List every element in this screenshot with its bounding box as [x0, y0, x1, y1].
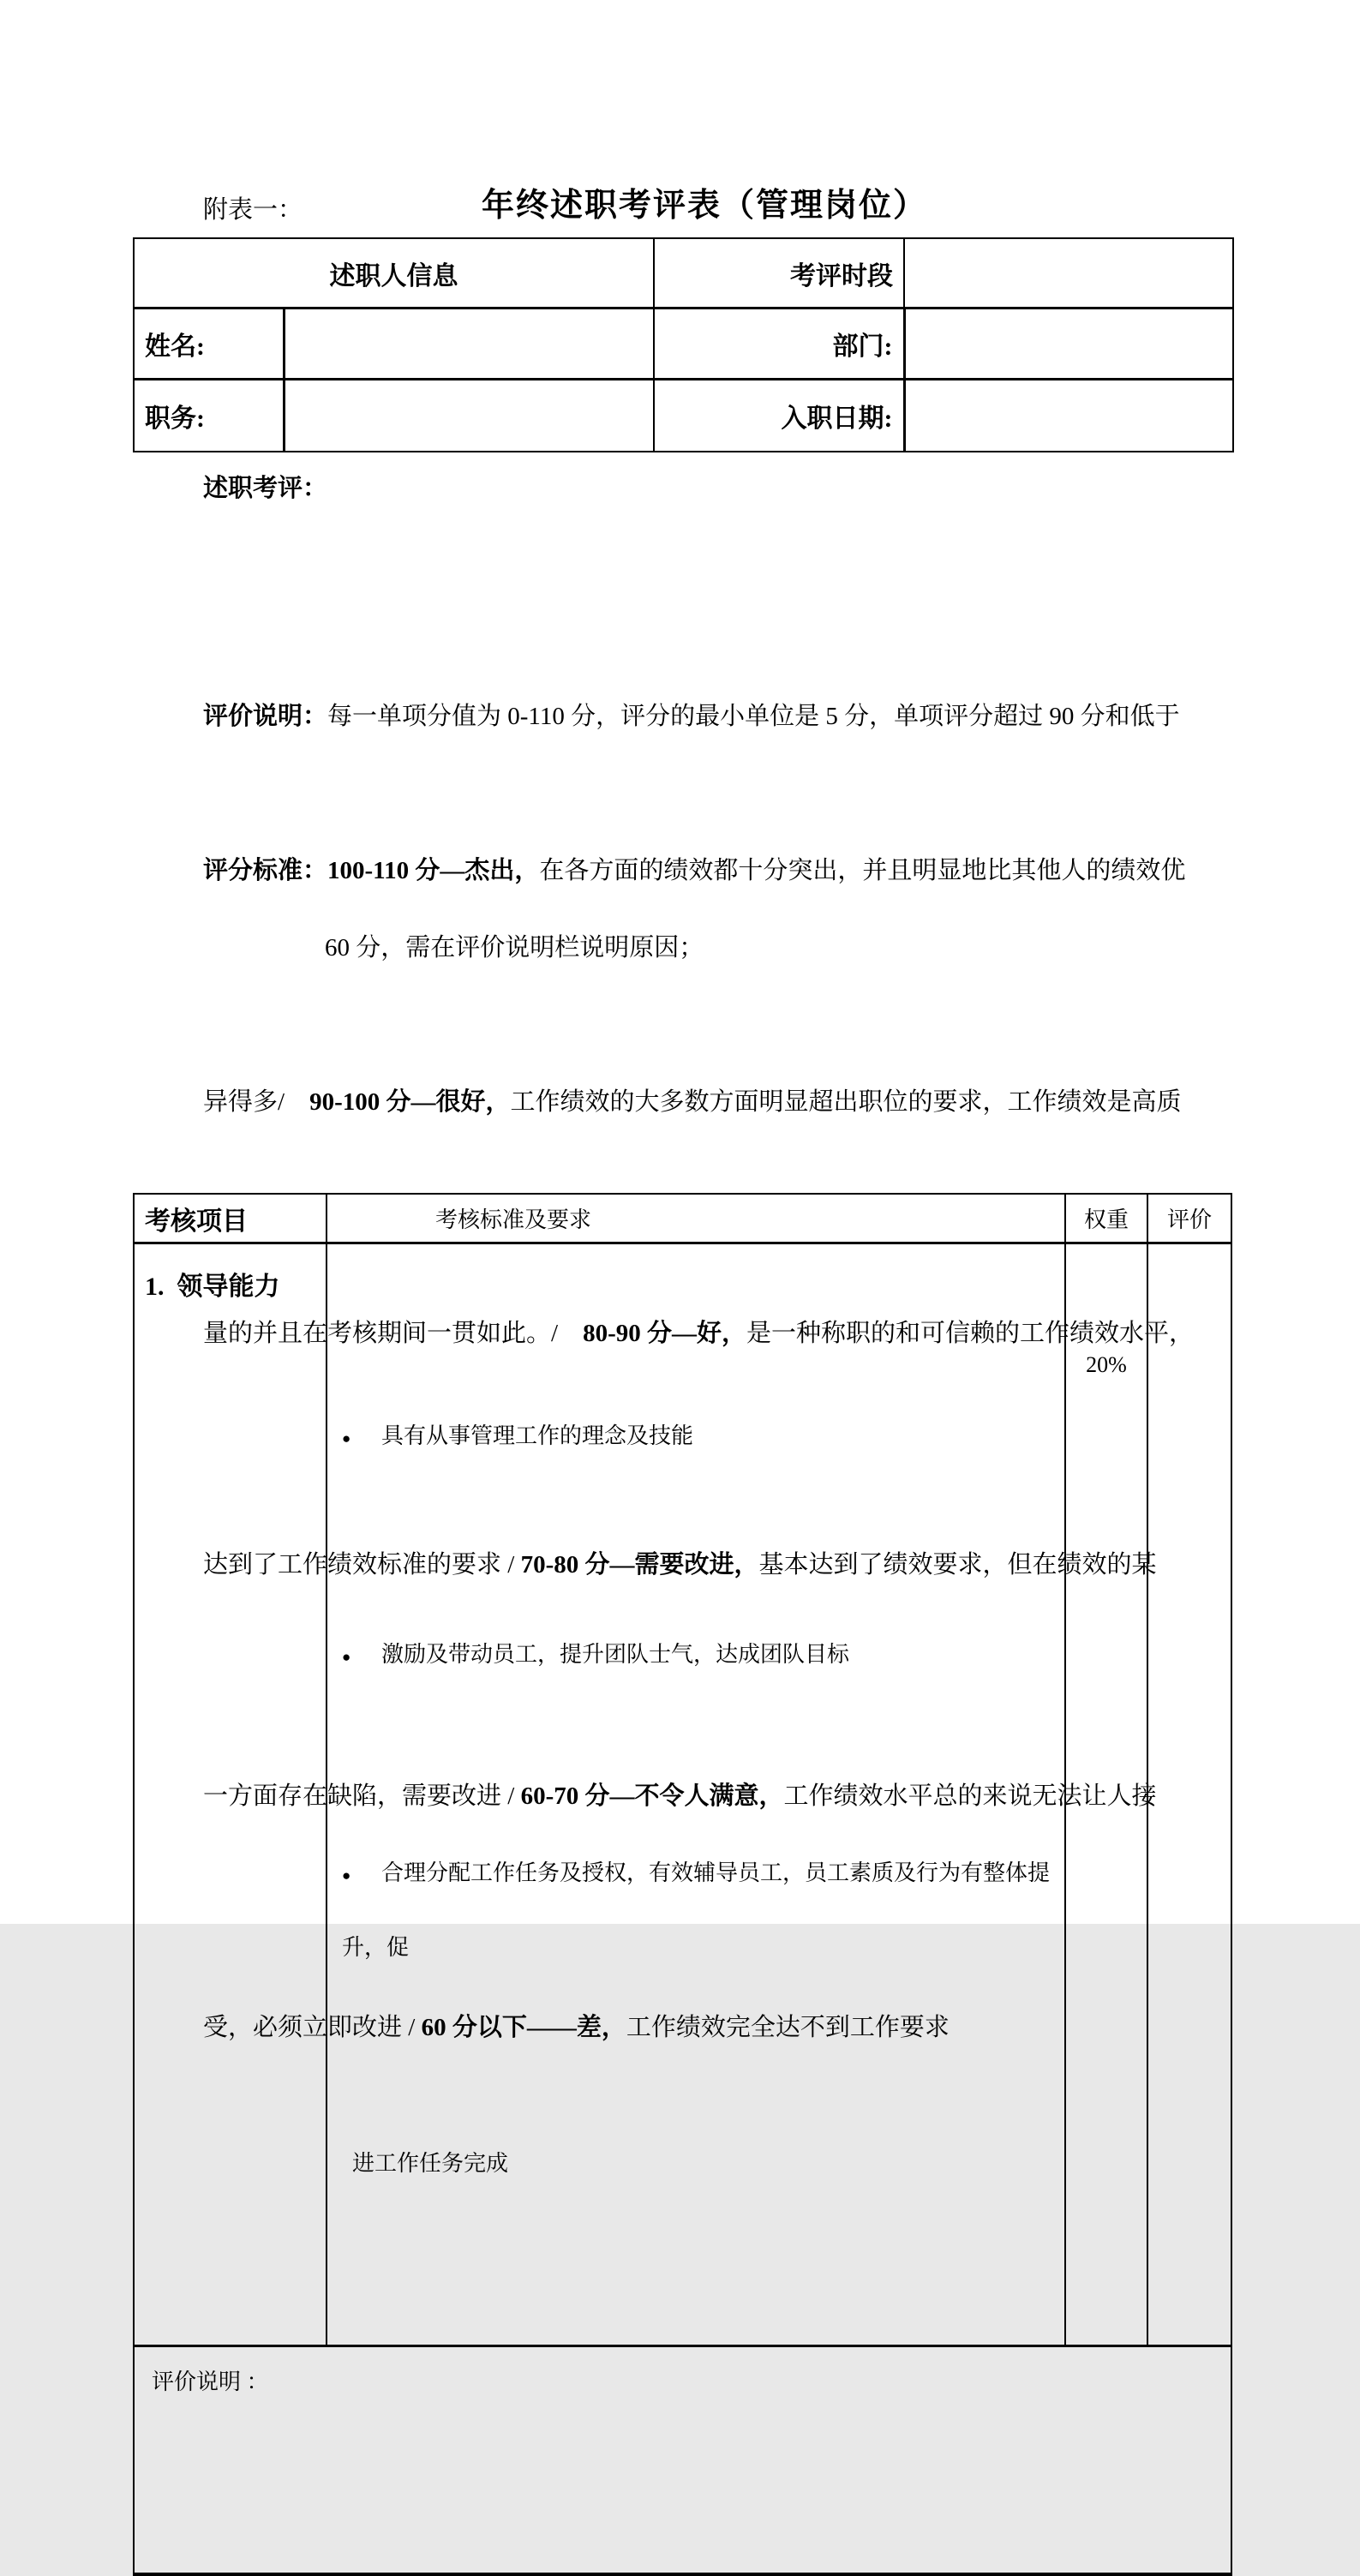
- scoring-note-line-2: 60 分，需在评价说明栏说明原因；: [325, 934, 704, 962]
- assessment-item-label: 1. 领导能力: [134, 1243, 327, 2346]
- review-section-title: 述职考评：: [203, 475, 328, 502]
- standards-line: 受，必须立即改进 / 60 分以下——差，工作绩效完全达不到工作要求: [203, 2014, 950, 2041]
- annex-label: 附表一：: [203, 196, 303, 224]
- scoring-note-label: 评价说明：: [203, 703, 328, 730]
- standards-line: 达到了工作绩效标准的要求 / 70-80 分—需要改进，基本达到了绩效要求，但在绩效的某: [203, 1551, 1157, 1579]
- hire-date-value-cell[interactable]: [904, 380, 1233, 452]
- position-value-cell[interactable]: [284, 380, 654, 452]
- evaluation-note-label: 评价说明 ：: [152, 2369, 269, 2394]
- hire-date-label: 入职日期:: [654, 380, 904, 452]
- criteria-bullet-item: ● 具有从事管理工作的理念及技能: [328, 1400, 1063, 1475]
- col-criteria-header: 考核标准及要求: [327, 1194, 1065, 1243]
- standards-line: 量的并且在考核期间一贯如此。/ 80-90 分—好，是一种称职的和可信赖的工作绩效水平，: [203, 1320, 1194, 1347]
- col-weight-header: 权重: [1065, 1194, 1147, 1243]
- assessment-row-leadership: [134, 1243, 1231, 2346]
- criteria-bullet-item: ● 激励及带动员工，提升团队士气，达成团队目标: [328, 1619, 1063, 1693]
- reporter-info-header: 述职人信息: [134, 238, 654, 309]
- position-label: 职务:: [134, 380, 284, 452]
- name-value-cell[interactable]: [284, 309, 654, 380]
- review-period-value-cell[interactable]: [904, 238, 1233, 309]
- bullet-icon: ●: [342, 1649, 351, 1665]
- department-value-cell[interactable]: [904, 309, 1233, 380]
- standards-line: 一方面存在缺陷，需要改进 / 60-70 分—不令人满意，工作绩效水平总的来说无法让人接: [203, 1782, 1157, 1810]
- col-evaluation-header: 评价: [1147, 1194, 1231, 1243]
- standards-line: 异得多/ 90-100 分—很好，工作绩效的大多数方面明显超出职位的要求，工作绩效是高质: [203, 1088, 1182, 1116]
- reporter-info-table: [133, 237, 1234, 452]
- col-item-header: 考核项目: [134, 1194, 327, 1243]
- criteria-bullet-item: ● 合理分配工作任务及授权，有效辅导员工，员工素质及行为有整体提升，促: [328, 1837, 1063, 1984]
- page-title: 年终述职考评表（管理岗位）: [482, 188, 928, 224]
- department-label: 部门:: [654, 309, 904, 380]
- standards-line: 评分标准：100-110 分—杰出，在各方面的绩效都十分突出，并且明显地比其他人的绩效优: [203, 857, 1186, 884]
- review-period-header: 考评时段: [654, 238, 904, 309]
- bullet-icon: ●: [342, 1867, 351, 1884]
- evaluation-value-cell[interactable]: [1147, 1243, 1231, 2346]
- criteria-continuation-line: 进工作任务完成: [352, 2151, 509, 2176]
- weight-value: 20%: [1065, 1243, 1147, 2346]
- bullet-icon: ●: [342, 1430, 351, 1447]
- assessment-table: [133, 1193, 1232, 2576]
- assessment-criteria-cell: [327, 1243, 1065, 2346]
- name-label: 姓名:: [134, 309, 284, 380]
- evaluation-note-cell[interactable]: [134, 2346, 1231, 2575]
- scoring-note-line-1: 评价说明：每一单项分值为 0-110 分，评分的最小单位是 5 分，单项评分超过 90 分和低于: [203, 703, 1180, 730]
